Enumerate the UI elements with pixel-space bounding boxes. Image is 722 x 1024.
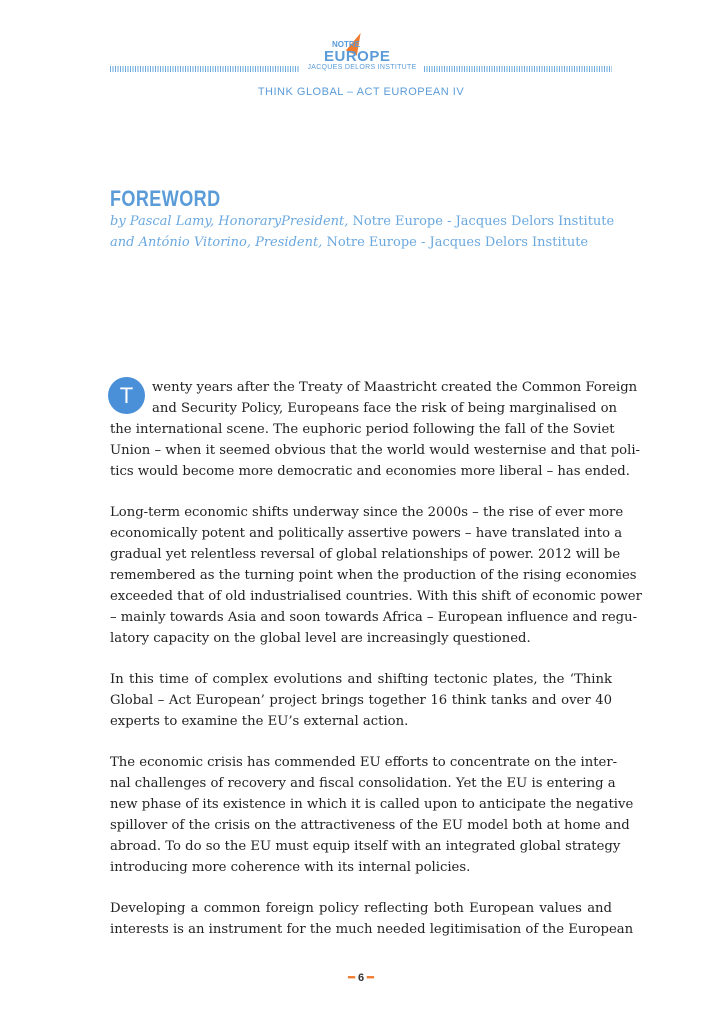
text-line: wenty years after the Treaty of Maastricht created the Common Foreign [152,380,638,395]
text-line: – mainly towards Asia and soon towards Africa – European influence and regu- [110,610,638,625]
paragraph [110,502,642,649]
text-line: interests is an instrument for the much needed legitimisation of the European [110,922,634,937]
text-line: and Security Policy, Europeans face the risk of being marginalised on [152,401,618,416]
text-line: new phase of its existence in which it is called upon to anticipate the negative [110,797,634,812]
body-text [110,377,642,960]
paragraph [110,377,641,482]
text-line: introducing more coherence with its internal policies. [110,860,471,875]
text-line: abroad. To do so the EU must equip itself with an integrated global strategy [110,839,621,854]
text-line: Union – when it seemed obvious that the world would westernise and that poli- [110,443,641,458]
text-line: the international scene. The euphoric period following the fall of the Soviet [110,422,615,437]
text-line: The economic crisis has commended EU efforts to concentrate on the inter- [110,755,618,770]
byline-2: and António Vitorino, President, Notre Europe - Jacques Delors Institute [110,235,589,250]
logo-subtitle: JACQUES DELORS INSTITUTE [307,64,417,71]
byline-1: by Pascal Lamy, HonoraryPresident, Notre Europe - Jacques Delors Institute [110,214,615,229]
text-line: nal challenges of recovery and fiscal consolidation. Yet the EU is entering a [110,776,616,791]
header-rule-right [424,66,612,72]
header-rule-left [110,66,300,72]
text-line: remembered as the turning point when the production of the rising economies [110,568,637,583]
text-line: gradual yet relentless reversal of global relationships of power. 2012 will be [110,547,621,562]
drop-cap: T [108,377,145,414]
text-line: tics would become more democratic and economies more liberal – has ended. [110,464,630,479]
page-number: ━ 6 ━ [348,972,374,984]
paragraph [110,752,634,878]
paragraph [110,669,612,732]
text-line: experts to examine the EU’s external action. [110,714,409,729]
text-line: In this time of complex evolutions and shifting tectonic plates, the ‘Think [110,672,612,687]
text-line: Developing a common foreign policy reflecting both European values and [110,901,612,916]
text-line: exceeded that of old industrialised countries. With this shift of economic power [110,589,642,604]
text-line: Long-term economic shifts underway since the 2000s – the rise of ever more [110,505,624,520]
text-line: latory capacity on the global level are increasingly questioned. [110,631,531,646]
notre-europe-logo: NOTRE EUROPE [318,32,408,82]
text-line: economically potent and politically assertive powers – have translated into a [110,526,623,541]
paragraph [110,898,634,940]
text-line: spillover of the crisis on the attractiveness of the EU model both at home and [110,818,630,833]
foreword-title: FOREWORD [110,186,221,211]
text-line: Global – Act European’ project brings together 16 think tanks and over 40 [110,693,612,708]
series-title: THINK GLOBAL – ACT EUROPEAN IV [257,86,465,98]
